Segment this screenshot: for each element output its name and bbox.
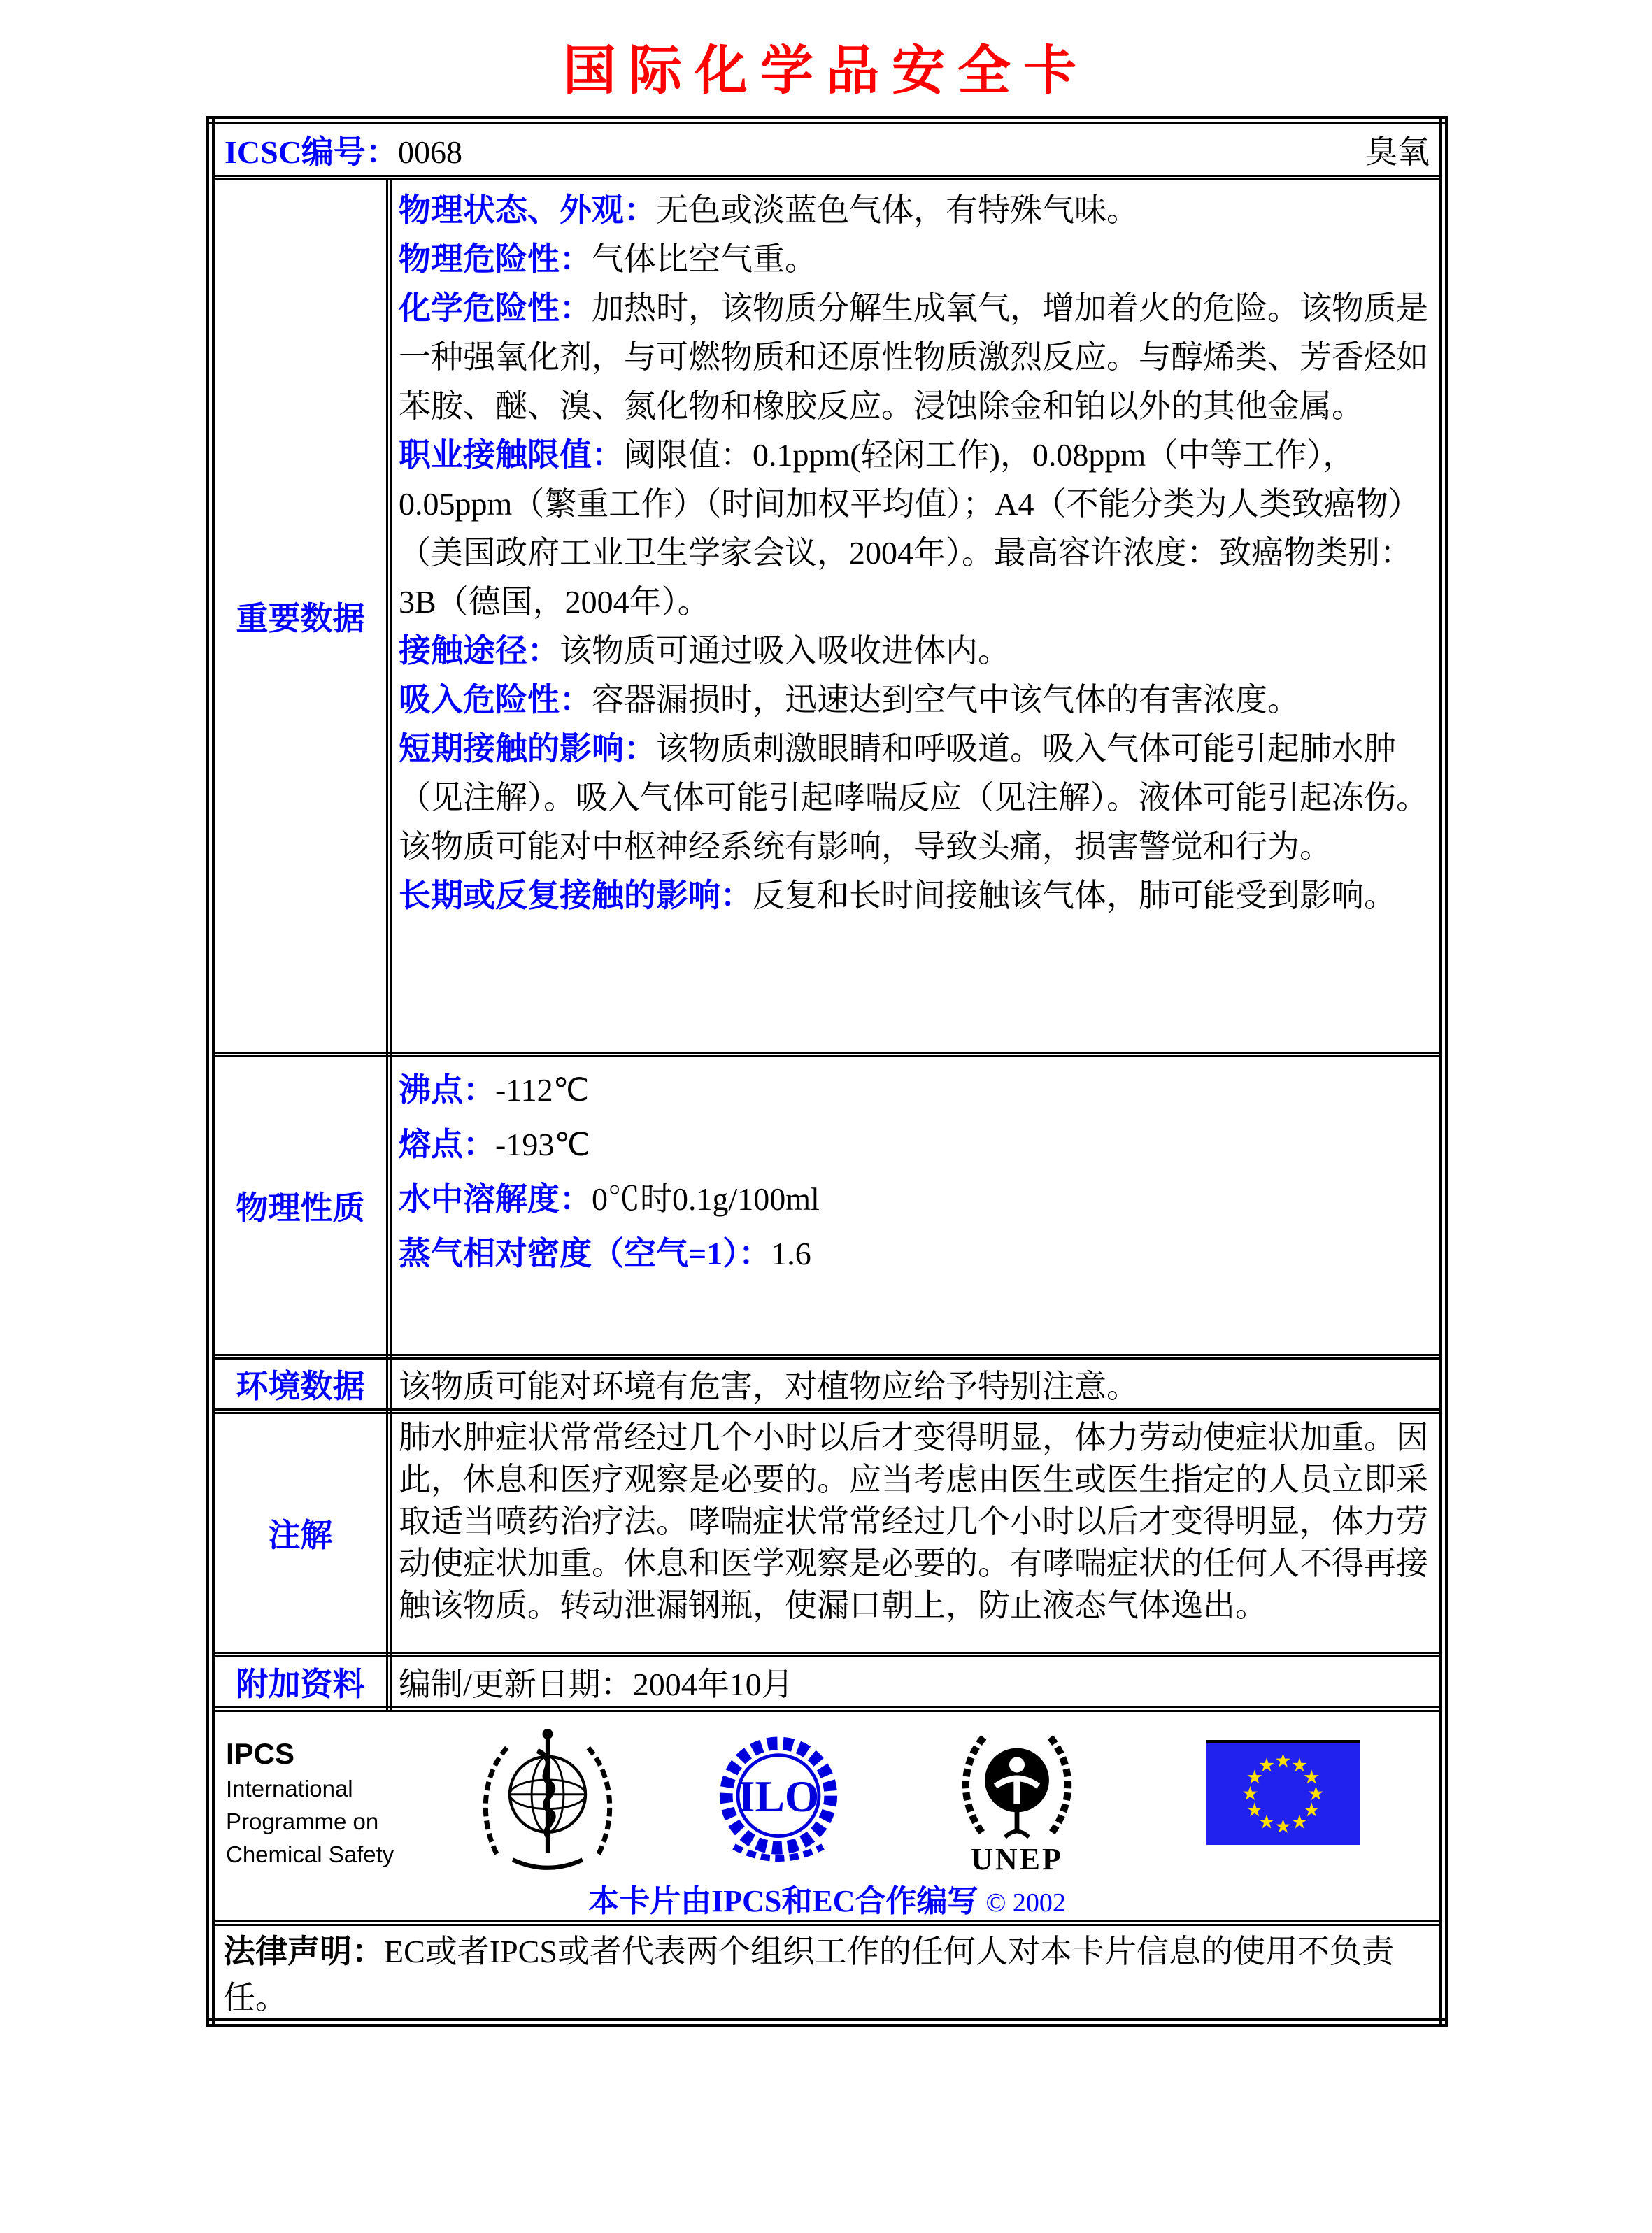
item-text: 加热时，该物质分解生成氧气，增加着火的危险。该物质是一种强氧化剂，与可燃物质和还原性物质激烈反应。与醇烯类、芳香烃如苯胺、醚、溴、氮化物和橡胶反应。浸蚀除金和铂以外的其他金属。 xyxy=(399,290,1428,424)
item-text: 阈限值：0.1ppm(轻闲工作)，0.08ppm（中等工作），0.05ppm（繁重工作）（时间加权平均值）；A4（不能分类为人类致癌物）（美国政府工业卫生学家会议，2004年）。最高容许浓度：致癌物类别：3B（德国，2004年）。 xyxy=(399,437,1420,620)
item-text: 容器漏损时，迅速达到空气中该气体的有害浓度。 xyxy=(592,682,1299,718)
item-label: 职业接触限值： xyxy=(399,437,624,473)
important-item xyxy=(399,871,1431,920)
physical-item xyxy=(399,1227,1431,1281)
chemical-name: 臭氧 xyxy=(1365,134,1430,170)
item-label: 接触途径： xyxy=(399,633,560,669)
item-label: 物理危险性： xyxy=(399,241,592,277)
important-item xyxy=(399,676,1431,725)
notes-cell: 肺水肿症状常常经过几个小时以后才变得明显，体力劳动使症状加重。因此，休息和医疗观察是必要的。应当考虑由医生或医生指定的人员立即采取适当喷药治疗法。哮喘症状常常经过几个小时以后才变得明显，体力劳动使症状加重。休息和医学观察是必要的。有哮喘症状的任何人不得再接触该物质。转动泄漏钢瓶，使漏口朝上，防止液态气体逸出。 xyxy=(389,1411,1444,1655)
important-item xyxy=(399,431,1431,627)
physical-properties-row xyxy=(211,1055,1444,1357)
important-item xyxy=(399,235,1431,284)
legal-notice-label: 法律声明： xyxy=(223,1933,384,1969)
svg-text:ILO: ILO xyxy=(737,1771,820,1822)
notes-row xyxy=(211,1411,1444,1655)
item-label: 蒸气相对密度（空气=1）： xyxy=(399,1236,771,1271)
ipcs-line: International xyxy=(226,1776,353,1802)
item-label: 物理状态、外观： xyxy=(399,192,656,228)
logo-strip xyxy=(215,1712,1439,1874)
header-row xyxy=(211,120,1444,178)
footer-row xyxy=(211,1709,1444,1923)
icsc-card-table xyxy=(206,116,1448,2027)
important-item xyxy=(399,627,1431,676)
credit-text: 本卡片由IPCS和EC合作编写 xyxy=(588,1884,978,1918)
important-data-row xyxy=(211,178,1444,1055)
item-label: 短期接触的影响： xyxy=(399,731,656,766)
ilo-logo-icon xyxy=(713,1732,844,1871)
credit-line xyxy=(215,1876,1439,1920)
item-label: 长期或反复接触的影响： xyxy=(399,878,753,913)
item-text: 反复和长时间接触该气体，肺可能受到影响。 xyxy=(753,878,1396,913)
row-label-environmental-data: 环境数据 xyxy=(211,1357,389,1411)
physical-item xyxy=(399,1172,1431,1227)
row-label-important-data: 重要数据 xyxy=(211,178,389,1055)
icsc-number-value: 0068 xyxy=(397,134,462,170)
item-text: -193℃ xyxy=(495,1127,590,1162)
important-item xyxy=(399,284,1431,431)
item-text: -112℃ xyxy=(495,1072,590,1108)
item-text: 气体比空气重。 xyxy=(592,241,817,277)
item-label: 吸入危险性： xyxy=(399,682,592,718)
unep-logo-icon xyxy=(957,1730,1076,1842)
additional-info-cell: 编制/更新日期：2004年10月 xyxy=(389,1655,1444,1709)
ipcs-line: Chemical Safety xyxy=(226,1841,394,1867)
eu-flag-icon xyxy=(1206,1740,1360,1845)
item-text: 0℃时0.1g/100ml xyxy=(592,1181,820,1217)
item-label: 水中溶解度： xyxy=(399,1181,592,1217)
important-item xyxy=(399,725,1431,871)
item-text: 该物质刺激眼睛和呼吸道。吸入气体可能引起肺水肿（见注解）。吸入气体可能引起哮喘反应（见注解）。液体可能引起冻伤。该物质可能对中枢神经系统有影响，导致头痛，损害警觉和行为。 xyxy=(399,731,1428,864)
unep-logo-block xyxy=(950,1730,1083,1877)
legal-notice-cell xyxy=(211,1923,1444,2022)
legal-notice-text: EC或者IPCS或者代表两个组织工作的任何人对本卡片信息的使用不负责任。 xyxy=(223,1934,1394,2016)
footer-cell xyxy=(211,1709,1444,1923)
page-title: 国际化学品安全卡 xyxy=(563,41,1089,101)
physical-item xyxy=(399,1063,1431,1118)
copyright-text: © 2002 xyxy=(985,1888,1066,1918)
item-label: 熔点： xyxy=(399,1127,495,1162)
icsc-number-label: ICSC编号： xyxy=(225,134,398,170)
row-label-physical-properties: 物理性质 xyxy=(211,1055,389,1357)
row-label-notes: 注解 xyxy=(211,1411,389,1655)
legal-notice-row xyxy=(211,1923,1444,2022)
item-text: 1.6 xyxy=(771,1236,811,1271)
environmental-data-row xyxy=(211,1357,1444,1411)
item-text: 该物质可通过吸入吸收进体内。 xyxy=(560,633,1010,669)
environmental-data-cell: 该物质可能对环境有危害，对植物应给予特别注意。 xyxy=(389,1357,1444,1411)
header-cell xyxy=(211,120,1444,178)
item-text: 无色或淡蓝色气体，有特殊气味。 xyxy=(656,192,1139,228)
additional-info-row xyxy=(211,1655,1444,1709)
ipcs-title: IPCS xyxy=(226,1737,295,1770)
physical-properties-cell xyxy=(389,1055,1444,1357)
row-label-additional-info: 附加资料 xyxy=(211,1655,389,1709)
ipcs-text-block xyxy=(226,1736,394,1871)
ipcs-line: Programme on xyxy=(226,1808,379,1834)
who-logo-icon xyxy=(475,1726,620,1871)
item-label: 化学危险性： xyxy=(399,290,592,326)
item-label: 沸点： xyxy=(399,1072,495,1108)
important-data-cell xyxy=(389,178,1444,1055)
important-item xyxy=(399,186,1431,235)
unep-caption: UNEP xyxy=(971,1842,1063,1876)
physical-item xyxy=(399,1118,1431,1172)
